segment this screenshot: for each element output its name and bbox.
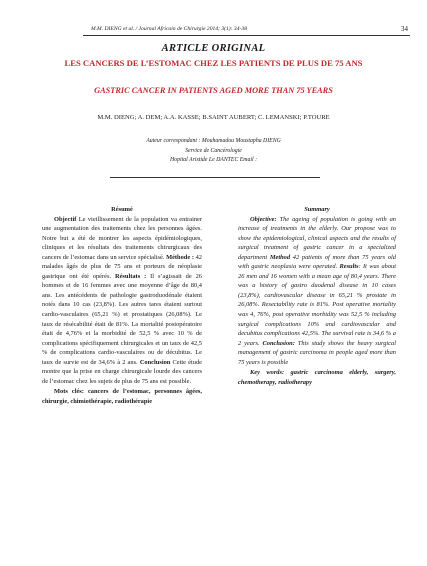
abstract-french [42, 205, 202, 406]
title-french: LES CANCERS DE L’ESTOMAC CHEZ LES PATIENTS DE PLUS DE 75 ANS [64, 58, 363, 68]
page-number: 34 [401, 25, 408, 33]
objective-text: The ageing of population is going with an increase of treatments in the elderly. Our propose was to show the epidemiological, clinical aspects and the results of surgical treatment of gastric cancer in a specialized department [238, 215, 396, 261]
corresponding-author-block [40, 137, 387, 166]
summary-body [238, 215, 396, 368]
conclusion-text-fr: Cette étude montre que la prise en charge chirurgicale lourde des cancers de l’estomac chez les sujets de plus de 75 ans est possible. [42, 358, 202, 385]
conclusion-text-en: This study shows the heavy surgical management of gastric carcinoma in people aged more than 75 years is possible [238, 339, 396, 366]
methode-label: Méthode : [166, 253, 194, 261]
resume-body [42, 215, 202, 387]
objective-label: Objective: [250, 215, 277, 223]
title-english: GASTRIC CANCER IN PATIENTS AGED MORE THAN 75 YEARS [94, 86, 333, 95]
author-list: M.M. DIENG; A. DEM; A.A. KASSE; B.SAINT AUBERT; C. LEMANSKI; P.TOURE [97, 114, 330, 121]
methode-text: 42 malades âgés de plus de 75 ans et porteurs de néoplasie gastrique ont été opérés. [42, 253, 202, 280]
corresponding-author: Auteur correspondant : Mouhamadou Moustapha DIENG [146, 138, 281, 144]
conclusion-label-fr: Conclusion [139, 358, 171, 366]
conclusion-label-en: Conclusion: [262, 339, 295, 347]
resultats-label: Résultats : [114, 272, 147, 280]
resume-heading: Résumé [111, 206, 133, 213]
objectif-text: Le vieillissement de la population va entrainer une augmentation des traitements chez les personnes âgées. Notre but a été de montrer les aspects épidémiologiques, cliniques et les résultats des traitements chirurgicaux des cancers de l’estomac dans un service spécialisé. [42, 215, 202, 261]
section-label: ARTICLE ORIGINAL [161, 43, 266, 54]
method-label: Method [269, 253, 291, 261]
results-text: : It was about 26 men and 16 women with a mean age of 80,4 years. There was a history of gastro duodenal disease in 10 cases (23,8%), cardiovascular disease in 65,21 % prostate in 26,08%. Resectability rate is 81%. Post operative mortality was 4, 76%, post operative morbidity was 52,5 % including surgical complications 10% and cardiovascular and decubitus complications 42,5%. The survival rate is 34,6 % a 2 years. [238, 263, 396, 347]
running-head: M.M. DIENG et al. / Journal Africain de Chirurgie 2014; 3(1): 34-38 [91, 26, 247, 32]
hospital-email: Hopital Aristide Le DANTEC Email : [169, 157, 257, 164]
abstract-separator [110, 177, 320, 178]
method-text: 42 patients of more than 75 years old with gastric neoplasia were operated. [238, 253, 396, 271]
abstract-english [238, 205, 396, 387]
department: Service de Cancérologie [185, 147, 242, 154]
keywords-en: Key words: gastric carcinoma elderly, surgery, chemotherapy, radiotherapy [238, 369, 396, 386]
keywords-fr: Mots clés: cancers de l’estomac, personnes âgées, chirurgie, chimiothérapie, radiothérapie [42, 388, 202, 405]
objectif-label: Objectif [54, 215, 77, 223]
resultats-text: Il s’agissait de 26 hommes et de 16 femmes avec une moyenne d’âge de 80,4 ans. Les antécédents de pathologie gastroduodénale étaient notés dans 10 cas (23,8%). Les autres tares étaient surtout cardio-vasculaires (65,21 %) et prostatiques (26,08%). Le taux de résécabilité était de 81%. La mortalité postopératoire était de 4,76% et la morbidité de 52,5 % avec 10 % de complications spécifiquement chirurgicales et un taux de 42,5 % de complications cardio-vasculaires ou de décubitus. Le taux de survie est de 34,6% à 2 ans. [42, 272, 202, 366]
page-header [0, 26, 427, 40]
summary-heading: Summary [304, 206, 330, 213]
header-rule [83, 35, 410, 36]
results-label: Results [339, 263, 359, 271]
